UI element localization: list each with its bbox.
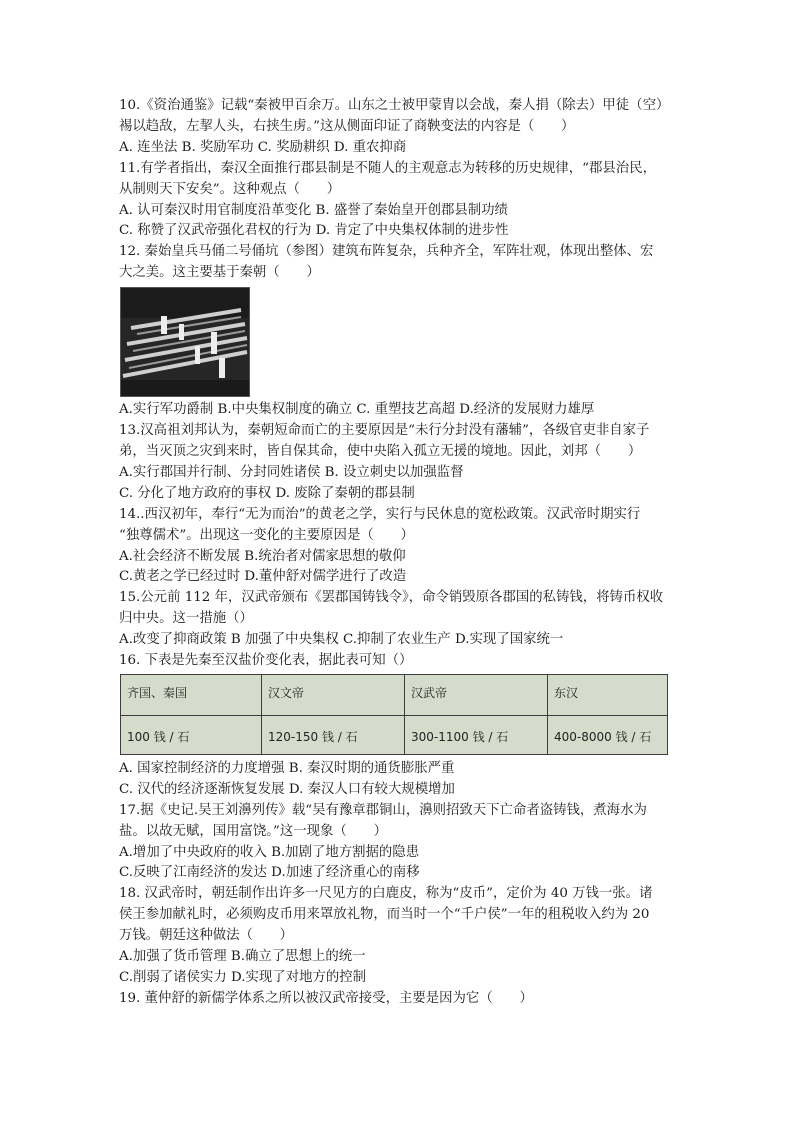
text-line: 14..西汉初年，奉行“无为而治”的黄老之学，实行与民休息的宽松政策。汉武帝时期实行 [119,506,641,522]
exam-page [119,96,671,1010]
text-line: C.反映了江南经济的发达 D.加速了经济重心的南移 [119,865,420,881]
text-line: A.实行郡国并行制、分封同姓诸侯 B. 设立刺史以加强监督 [119,464,464,480]
text-line: 弟，当灭顶之灾到来时，皆自保其命，使中央陷入孤立无援的境地。因此，刘邦（ ） [119,443,642,459]
text-line: A. 认可秦汉时用官制度沿革变化 B. 盛誉了秦始皇开创郡县制功绩 [119,202,508,218]
table-header-cell: 汉武帝 [405,674,548,715]
block-q10-q12 [119,96,671,284]
text-line: 盐。以故无赋，国用富饶。”这一现象（ ） [119,823,387,839]
text-line: 大之美。这主要基于秦朝（ ） [119,265,320,281]
text-line: C. 称赞了汉武帝强化君权的行为 D. 肯定了中央集权体制的进步性 [119,223,509,239]
text-line: C. 分化了地方政府的事权 D. 废除了秦朝的郡县制 [119,485,415,501]
text-line: C. 汉代的经济逐渐恢复发展 D. 秦汉人口有较大规模增加 [119,781,455,797]
text-line: 裼以趋敌，左挈人头，右挟生虏。”这从侧面印证了商鞅变法的内容是（ ） [119,118,575,134]
table-header-cell: 齐国、秦国 [121,674,262,715]
text-line: 10.《资治通鉴》记载“秦被甲百余万。山东之士被甲蒙胄以会战，秦人捐（除去）甲徒（空） [119,98,670,113]
table-cell: 300-1100 钱 / 石 [405,715,548,754]
table-cell: 100 钱 / 石 [121,715,262,754]
table-header-cell: 汉文帝 [262,674,405,715]
text-line: 16. 下表是先秦至汉盐价变化表，据此表可知（） [119,653,413,669]
table-header-row [121,674,668,715]
text-line: 18. 汉武帝时，朝廷制作出许多一尺见方的白鹿皮，称为“皮币”，定价为 40 万钱一张。诸 [119,886,653,902]
text-line: A.改变了抑商政策 B 加强了中央集权 C.抑制了农业生产 D.实现了国家统一 [119,632,564,648]
text-line: 17.据《史记.吴王刘濞列传》载“吴有豫章郡铜山，濞则招致天下亡命者盗铸钱，煮海水为 [119,802,647,818]
salt-price-table [120,674,668,755]
terracotta-pit-photo [120,287,250,397]
text-line: A. 国家控制经济的力度增强 B. 秦汉时期的通货膨胀严重 [119,760,455,776]
terracotta-pit-image [121,288,249,396]
table-cell: 120-150 钱 / 石 [262,715,405,754]
text-line: “独尊儒术”。出现这一变化的主要原因是（ ） [119,527,414,543]
text-line: 归中央。这一措施（） [119,611,253,627]
text-line: A.实行军功爵制 B.中央集权制度的确立 C. 重塑技艺高超 D.经济的发展财力雄厚 [119,402,595,418]
text-line: 15.公元前 112 年，汉武帝颁布《罢郡国铸钱令》，命令销毁原各郡国的私铸钱，将铸币权收 [119,590,664,606]
text-line: 13.汉高祖刘邦认为，秦朝短命而亡的主要原因是“未行分封没有藩辅”，各级官吏非自家子 [119,423,650,439]
text-line: 12. 秦始皇兵马俑二号俑坑（参图）建筑布阵复杂，兵种齐全，军阵壮观，体现出整体、宏 [119,244,654,260]
text-line: 侯王参加献礼时，必须购皮币用来罩放礼物，而当时一个“千户侯”一年的租税收入约为 20 [119,907,650,923]
block-q16-q19 [119,759,671,1010]
text-line: A. 连坐法 B. 奖励军功 C. 奖励耕织 D. 重农抑商 [119,139,407,155]
block-q12-q16 [119,400,671,672]
table-header-cell: 东汉 [548,674,668,715]
text-line: A.社会经济不断发展 B.统治者对儒家思想的敬仰 [119,548,406,564]
text-line: 19. 董仲舒的新儒学体系之所以被汉武帝接受，主要是因为它（ ） [119,990,533,1006]
text-line: A.增加了中央政府的收入 B.加剧了地方割据的隐患 [119,844,420,860]
text-line: 11.有学者指出，秦汉全面推行郡县制是不随人的主观意志为转移的历史规律，“郡县治民， [119,160,656,176]
text-line: C.削弱了诸侯实力 D.实现了对地方的控制 [119,970,367,985]
text-line: A.加强了货币管理 B.确立了思想上的统一 [119,949,366,965]
table-cell: 400-8000 钱 / 石 [548,715,668,754]
table-row [121,715,668,754]
text-line: 万钱。朝廷这种做法（ ） [119,928,294,944]
text-line: 从制则天下安矣”。这种观点（ ） [119,181,341,197]
text-line: C.黄老之学已经过时 D.董仲舒对儒学进行了改造 [119,569,407,585]
